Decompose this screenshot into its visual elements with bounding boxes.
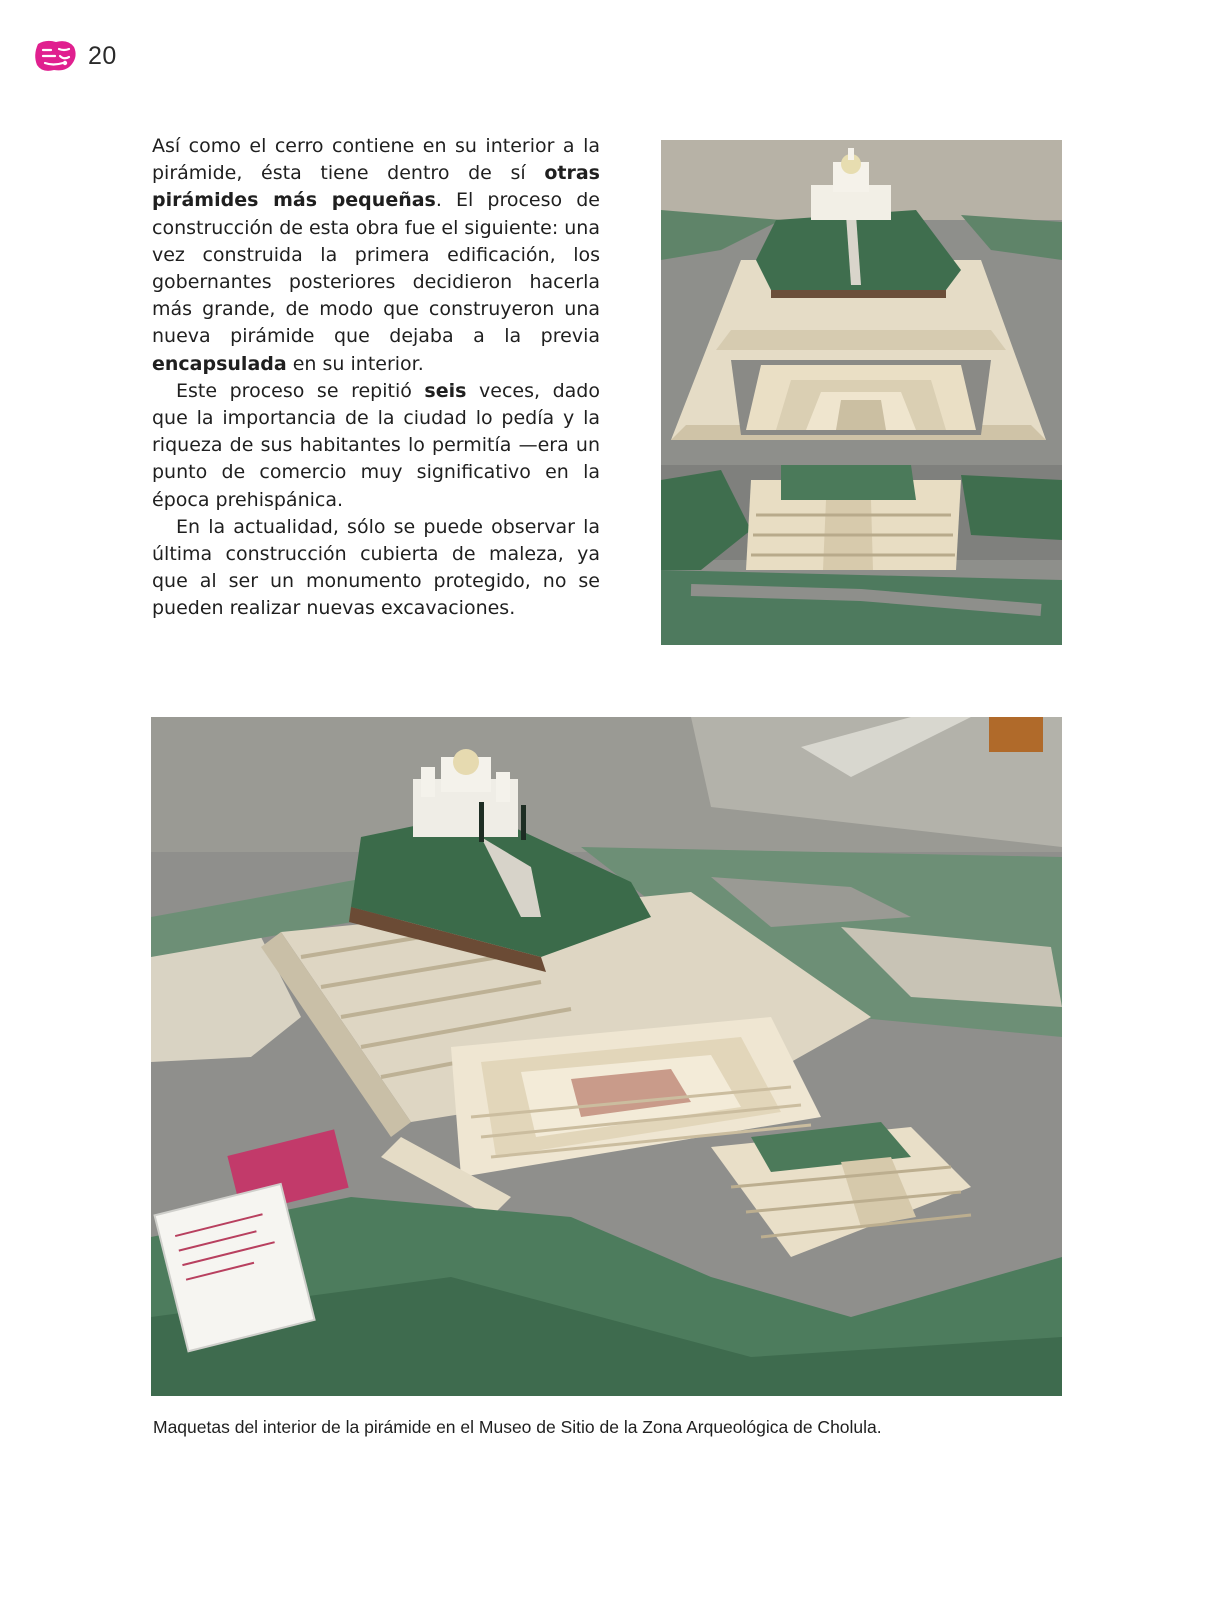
body-text bbox=[152, 133, 600, 623]
page-number: 20 bbox=[88, 41, 117, 70]
paragraph-1-text-c: en su interior. bbox=[286, 352, 424, 375]
paragraph-2-text-a: Este proceso se repitió bbox=[176, 379, 425, 402]
paragraph-2 bbox=[152, 378, 600, 514]
paragraph-2-text-b: veces, dado que la importancia de la ciudad lo pedía y la riqueza de sus habitantes lo permitía —era un punto de comercio muy significativo en la época prehispánica. bbox=[152, 379, 600, 511]
paragraph-3: En la actualidad, sólo se puede observar la última construcción cubierta de maleza, ya que al ser un monumento protegido, no se pueden realizar nuevas excavaciones. bbox=[152, 515, 600, 620]
paragraph-1-text-a: Así como el cerro contiene en su interior a la pirámide, ésta tiene dentro de sí bbox=[152, 135, 600, 185]
paragraph-1-bold-a: otras pirámides más pequeñas bbox=[152, 162, 600, 212]
pyramid-model-photo-main bbox=[151, 717, 1062, 1396]
glyph-logo-icon bbox=[32, 38, 78, 74]
paragraph-1-bold-b: encapsulada bbox=[152, 352, 287, 375]
figure-caption: Maquetas del interior de la pirámide en el Museo de Sitio de la Zona Arqueológica de Cholula. bbox=[153, 1417, 882, 1437]
paragraph-1 bbox=[152, 133, 600, 378]
pyramid-model-photo-top bbox=[661, 140, 1062, 645]
paragraph-1-text-b: . El proceso de construcción de esta obra fue el siguiente: una vez construida la primera edificación, los gobernantes posteriores decidieron hacerla más grande, de modo que construyeron una nueva pirámide que dejaba a la previa bbox=[152, 189, 600, 348]
page-header bbox=[32, 38, 117, 74]
paragraph-2-bold: seis bbox=[424, 379, 467, 402]
